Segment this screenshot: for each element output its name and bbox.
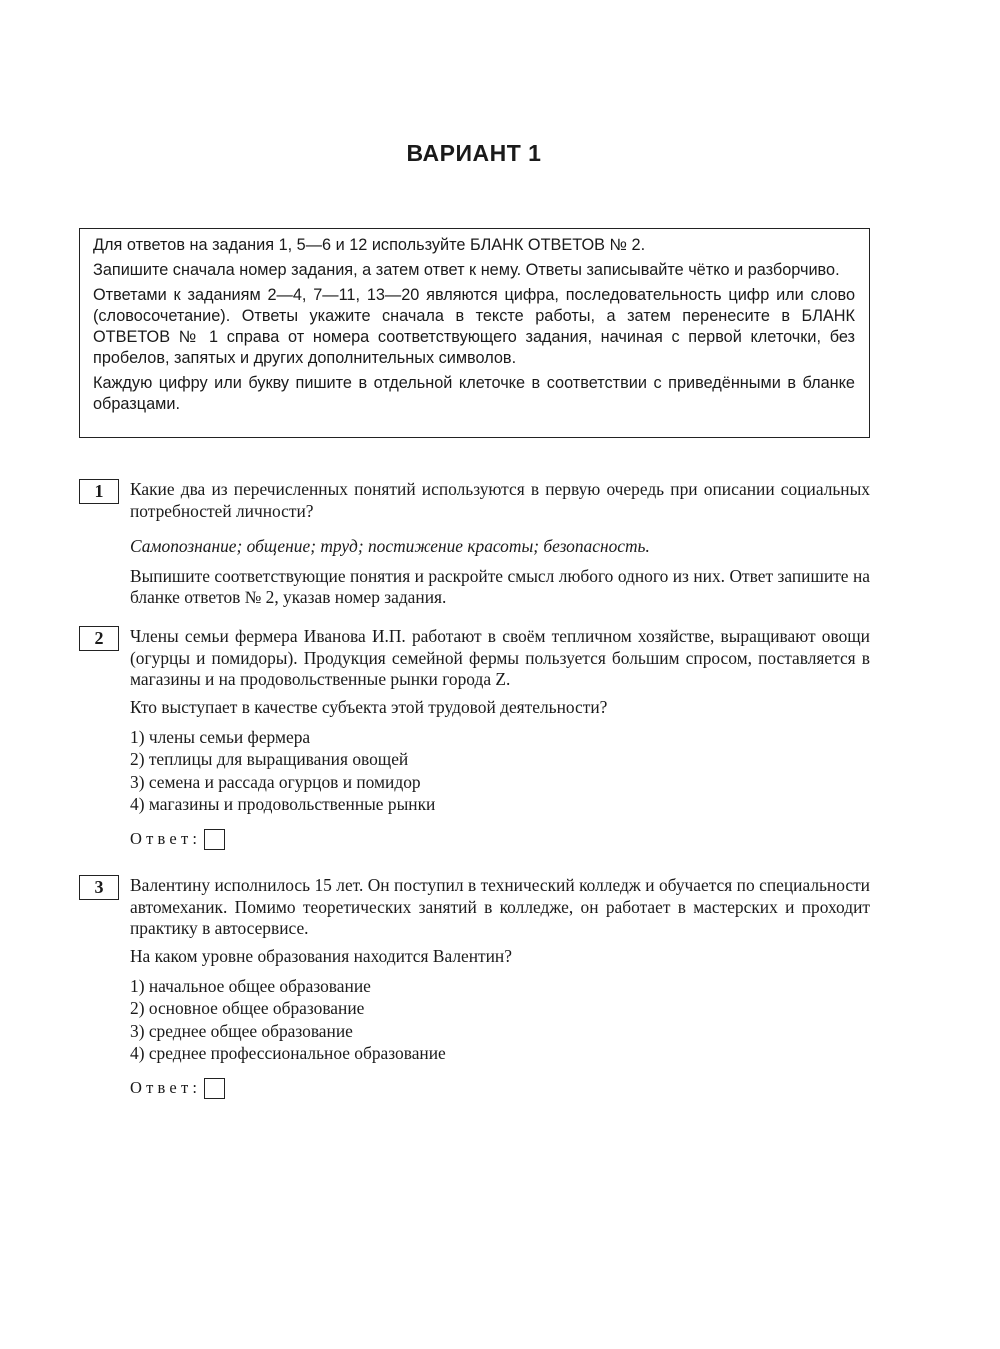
answer-option: 3) среднее общее образование <box>130 1020 353 1041</box>
task-number: 1 <box>79 479 119 504</box>
task-body <box>130 479 870 609</box>
answer-options <box>130 726 870 815</box>
answer-option: 4) среднее профессиональное образование <box>130 1042 446 1063</box>
answer-option: 1) члены семьи фермера <box>130 727 311 747</box>
task-terms: Самопознание; общение; труд; постижение красоты; безопасность. <box>130 536 650 556</box>
answer-label: Ответ: <box>130 1078 202 1098</box>
task-1 <box>79 479 870 615</box>
answer-option: 4) магазины и продовольственные рынки <box>130 793 436 814</box>
task-question: Кто выступает в качестве субъекта этой трудовой деятельности? <box>130 696 608 717</box>
task-question: Какие два из перечисленных понятий используются в первую очередь при описании социальных потребностей личности? <box>130 479 870 521</box>
answer-option: 2) теплицы для выращивания овощей <box>130 749 409 770</box>
answer-option: 3) семена и рассада огурцов и помидор <box>130 771 421 792</box>
page-title: ВАРИАНТ 1 <box>406 140 542 166</box>
task-body <box>130 626 870 851</box>
task-3 <box>79 875 870 1100</box>
instruction-paragraph: Ответами к заданиям 2—4, 7—11, 13—20 являются цифра, последовательность цифр или слово (словосочетание). Ответы укажите сначала в тексте работы, а затем перенесите в БЛАНК ОТВЕТОВ № 1 справа от номера соответствующего задания, начиная с первой клеточки, без пробелов, запятых и других дополнительных символов. <box>93 286 855 367</box>
task-body <box>130 875 870 1100</box>
task-instruction: Выпишите соответствующие понятия и раскройте смысл любого одного из них. Ответ запишите на бланке ответов № 2, указав номер задания. <box>130 565 870 607</box>
instruction-paragraph: Запишите сначала номер задания, а затем ответ к нему. Ответы записывайте чётко и разборчиво. <box>93 261 840 279</box>
instruction-paragraph: Каждую цифру или букву пишите в отдельной клеточке в соответствии с приведёнными в бланке образцами. <box>93 374 855 413</box>
task-2 <box>79 626 870 851</box>
instruction-paragraph: Для ответов на задания 1, 5—6 и 12 используйте БЛАНК ОТВЕТОВ № 2. <box>93 236 646 254</box>
answer-box[interactable] <box>204 1078 225 1099</box>
task-question: На каком уровне образования находится Валентин? <box>130 945 512 966</box>
answer-options <box>130 975 870 1064</box>
answer-option: 1) начальное общее образование <box>130 976 371 996</box>
task-text: Члены семьи фермера Иванова И.П. работают в своём тепличном хозяйстве, выращивают овощи (огурцы и помидоры). Продукция семейной фермы пользуется большим спросом, поставляется в магазины и на продовольственные рынки города Z. <box>130 626 870 689</box>
answer-option: 2) основное общее образование <box>130 998 365 1019</box>
task-number: 2 <box>79 626 119 651</box>
answer-box[interactable] <box>204 829 225 850</box>
answer-row <box>130 827 870 851</box>
task-text: Валентину исполнилось 15 лет. Он поступил в технический колледж и обучается по специальности автомеханик. Помимо теоретических занятий в колледже, он работает в мастерских и проходит практику в автосервисе. <box>130 875 870 938</box>
task-number: 3 <box>79 875 119 900</box>
answer-label: Ответ: <box>130 829 202 849</box>
answer-row <box>130 1076 870 1100</box>
instructions-box <box>79 228 870 438</box>
